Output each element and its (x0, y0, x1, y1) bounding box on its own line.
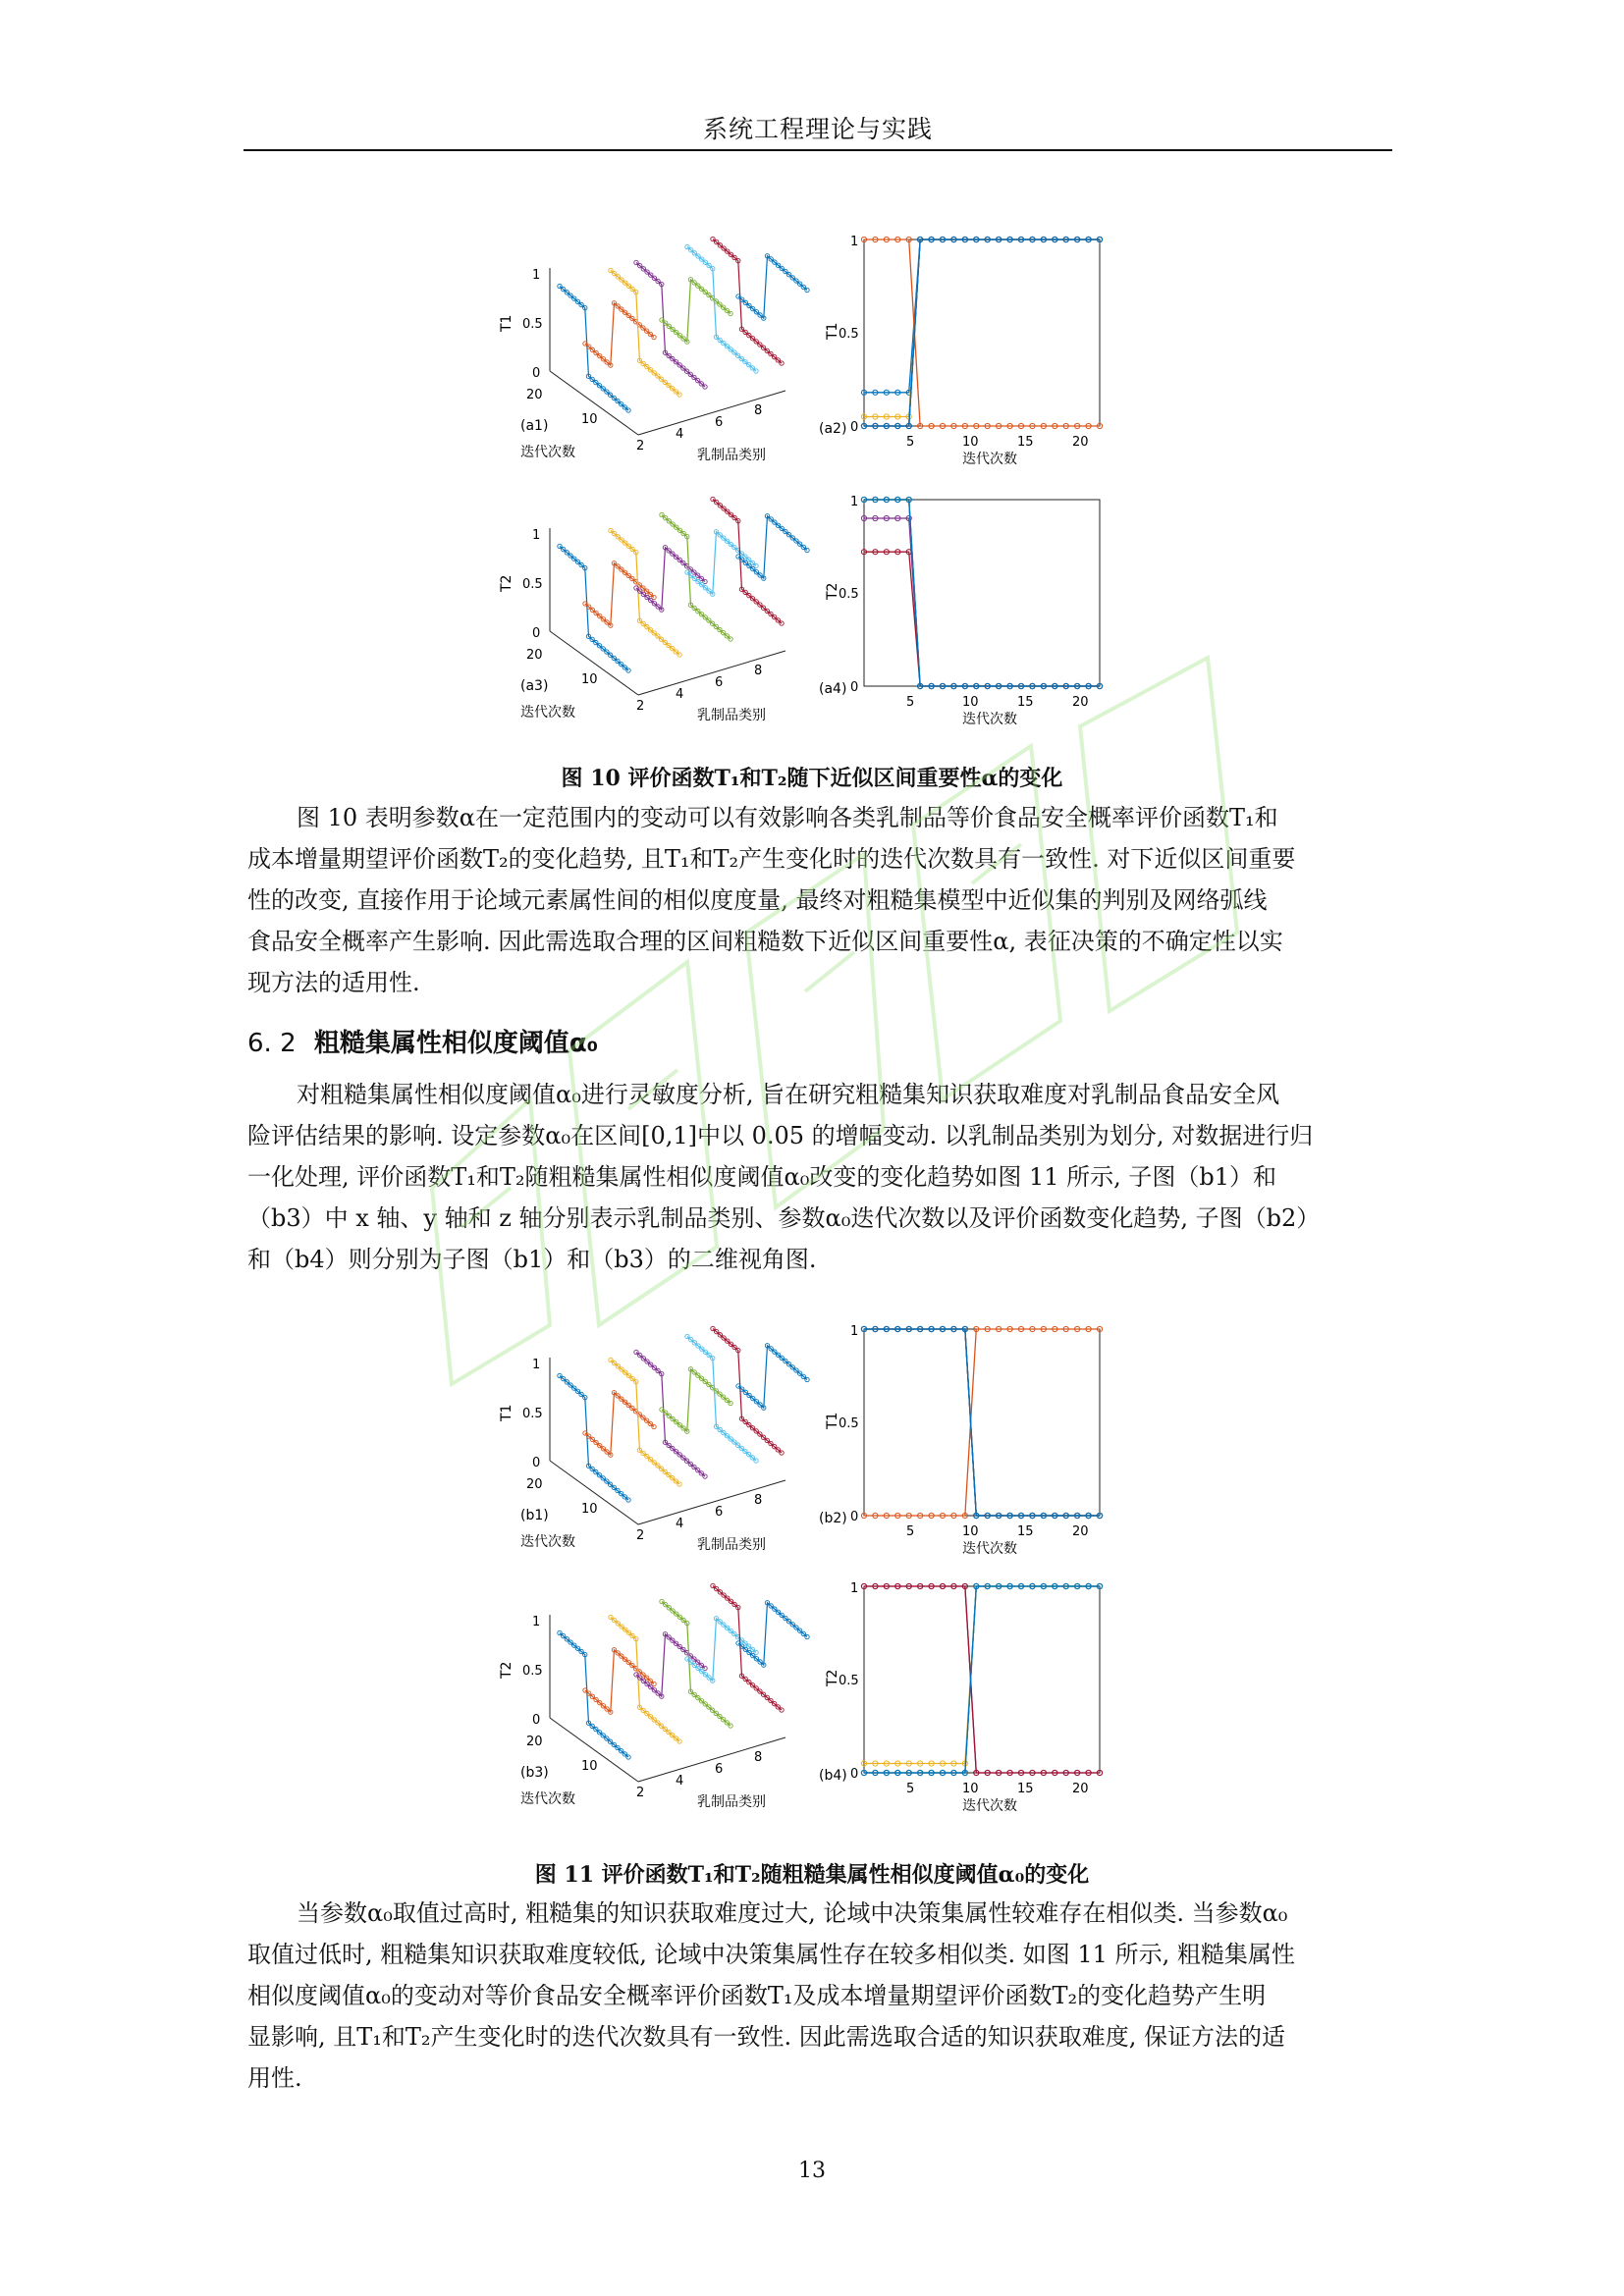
paragraph-line: 图 10 表明参数α在一定范围内的变动可以有效影响各类乳制品等价食品安全概率评价函数T₁和 (297, 804, 1278, 831)
page-number: 13 (798, 2159, 826, 2183)
plot-b3-ylabel: 迭代次数 (520, 1791, 575, 1807)
figure-11-caption: 图 11 评价函数T₁和T₂随粗糙集属性相似度阈值α₀的变化 (534, 1862, 1090, 1888)
plot-b1-ytick: 10 (581, 1502, 598, 1517)
plot-a3-panel: (a3) (520, 678, 549, 694)
plot-a4-xtick: 15 (1017, 695, 1034, 710)
plot-b2-ylabel: T1 (825, 1412, 840, 1429)
plot-b1-zlabel: T1 (499, 1404, 514, 1421)
plot-a3-xtick: 6 (715, 675, 724, 690)
paragraph-line: 对粗糙集属性相似度阈值α₀进行灵敏度分析, 旨在研究粗糙集知识获取难度对乳制品食品安全风 (297, 1081, 1280, 1108)
plot-b2-xtick: 5 (906, 1524, 915, 1539)
plot-a2-ytick: 1 (850, 235, 859, 249)
series-line (864, 1329, 1100, 1516)
plot-a1 (491, 224, 815, 469)
running-header: 系统工程理论与实践 (702, 115, 933, 143)
plot-a4-ylabel: T2 (825, 582, 840, 600)
plot-a3-xtick: 4 (676, 687, 684, 702)
plot-a1-panel: (a1) (520, 418, 549, 434)
series-line (864, 1586, 1100, 1773)
series-line (864, 1329, 1100, 1516)
plot-a2-series (861, 237, 1102, 428)
plot-b1-xtick: 8 (754, 1493, 763, 1508)
paragraph-line: 当参数α₀取值过高时, 粗糙集的知识获取难度过大, 论域中决策集属性较难存在相似类. 当参数α₀ (297, 1899, 1288, 1927)
paragraph-line: 性的改变, 直接作用于论域元素属性间的相似度度量, 最终对粗糙集模型中近似集的判别及网络弧线 (247, 886, 1268, 914)
series-line (585, 1393, 654, 1455)
plot-a1-series (558, 237, 809, 412)
plot-b1-ztick: 0.5 (522, 1407, 543, 1421)
plot-a3-xlabel: 乳制品类别 (697, 708, 766, 723)
paragraph-line: 相似度阈值α₀的变动对等价食品安全概率评价函数T₁及成本增量期望评价函数T₂的变化趋势产生明 (247, 1982, 1267, 2009)
plot-b2 (815, 1313, 1129, 1569)
plot-a3-ztick: 1 (532, 528, 541, 543)
plot-a3-ztick: 0 (532, 626, 541, 641)
plot-b2-ytick: 1 (850, 1324, 859, 1339)
plot-b2-ytick: 0.5 (839, 1416, 859, 1431)
plot-b2-xlabel: 迭代次数 (962, 1541, 1017, 1557)
series-line (864, 1586, 1100, 1764)
series-line (864, 1586, 1100, 1773)
plot-a1-ztick: 1 (532, 268, 541, 283)
plot-a1-axes (550, 268, 785, 435)
series-line (864, 1329, 1100, 1516)
plot-a4-ytick: 1 (850, 495, 859, 509)
plot-b3-xlabel: 乳制品类别 (697, 1794, 766, 1810)
plot-a2-ytick: 0.5 (839, 327, 859, 342)
series-line (864, 240, 1100, 393)
series-line (864, 1586, 1100, 1773)
plot-a3-zlabel: T2 (499, 574, 514, 592)
plot-a3-xtick: 2 (636, 699, 645, 714)
plot-a2-xtick: 15 (1017, 435, 1034, 450)
plot-b4-ytick: 0 (850, 1767, 859, 1782)
plot-b1 (491, 1313, 815, 1569)
plot-a3-ytick: 10 (581, 672, 598, 687)
figure-10-caption: 图 10 评价函数T₁和T₂随下近似区间重要性α的变化 (561, 766, 1063, 791)
paragraph-line: 取值过低时, 粗糙集知识获取难度较低, 论域中决策集属性存在较多相似类. 如图 11 所示, 粗糙集属性 (247, 1941, 1295, 1968)
plot-b2-xtick: 10 (962, 1524, 979, 1539)
plot-b1-xlabel: 乳制品类别 (697, 1537, 766, 1553)
plot-b3-xtick: 8 (754, 1750, 763, 1765)
plot-a2-frame (864, 240, 1100, 426)
figure-11 (491, 1313, 1129, 1834)
plot-b2-xtick: 20 (1072, 1524, 1089, 1539)
paragraph-line: （b3）中 x 轴、y 轴和 z 轴分别表示乳制品类别、参数α₀迭代次数以及评价函数变化趋势, 子图（b2） (247, 1204, 1321, 1232)
plot-b1-ytick: 20 (526, 1477, 543, 1492)
paragraph-line: 用性. (247, 2064, 302, 2092)
series-line (864, 1329, 1100, 1516)
plot-a1-ztick: 0 (532, 366, 541, 381)
series-line (864, 1586, 1100, 1773)
plot-b4-ylabel: T2 (825, 1669, 840, 1686)
plot-b3-ytick: 20 (526, 1735, 543, 1749)
series-line (864, 1329, 1100, 1516)
series-line (864, 240, 1100, 426)
plot-b3-panel: (b3) (520, 1765, 549, 1781)
series-line (864, 1329, 1100, 1516)
plot-b2-xtick: 15 (1017, 1524, 1034, 1539)
plot-a4-xtick: 10 (962, 695, 979, 710)
plot-a1-zlabel: T1 (499, 314, 514, 332)
plot-b3 (491, 1571, 815, 1826)
plot-b1-ztick: 0 (532, 1456, 541, 1470)
plot-a2-ylabel: T1 (825, 322, 840, 340)
paragraph-line: 食品安全概率产生影响. 因此需选取合理的区间粗糙数下近似区间重要性α, 表征决策的不确定性以实 (247, 928, 1283, 955)
plot-b1-xtick: 6 (715, 1505, 724, 1520)
plot-b3-ztick: 1 (532, 1615, 541, 1629)
plot-a1-xtick: 4 (676, 427, 684, 442)
plot-a3-xtick: 8 (754, 664, 763, 678)
paragraph-line: 险评估结果的影响. 设定参数α₀在区间[0,1]中以 0.05 的增幅变动. 以乳制品类别为划分, 对数据进行归 (247, 1122, 1314, 1149)
series-line (662, 1369, 731, 1431)
plot-b3-xtick: 4 (676, 1774, 684, 1789)
plot-b4-xtick: 20 (1072, 1782, 1089, 1796)
plot-a1-ytick: 10 (581, 412, 598, 427)
plot-b3-ztick: 0.5 (522, 1664, 543, 1679)
series-line (864, 1586, 1100, 1773)
plot-a1-xlabel: 乳制品类别 (697, 448, 766, 463)
plot-b2-ytick: 0 (850, 1510, 859, 1524)
watermark-logo (393, 638, 1276, 1404)
series-line (662, 280, 731, 342)
plot-b3-xtick: 6 (715, 1762, 724, 1777)
plot-b4-xtick: 10 (962, 1782, 979, 1796)
series-line (864, 240, 1100, 426)
plot-b1-series (558, 1326, 809, 1502)
header-rule (244, 149, 1392, 151)
plot-a3-ztick: 0.5 (522, 577, 543, 592)
plot-b1-panel: (b1) (520, 1508, 549, 1523)
plot-a3-ylabel: 迭代次数 (520, 705, 575, 721)
plot-a2-xtick: 5 (906, 435, 915, 450)
section-title: 粗糙集属性相似度阈值α₀ (313, 1029, 599, 1058)
plot-a4-xtick: 5 (906, 695, 915, 710)
plot-b4-ytick: 1 (850, 1581, 859, 1596)
paragraph-line: 现方法的适用性. (247, 969, 420, 996)
series-line (864, 1329, 1100, 1516)
plot-a1-ylabel: 迭代次数 (520, 445, 575, 460)
paragraph-line: 和（b4）则分别为子图（b1）和（b3）的二维视角图. (247, 1246, 817, 1273)
plot-b4-ytick: 0.5 (839, 1674, 859, 1688)
plot-b4-xlabel: 迭代次数 (962, 1798, 1017, 1814)
paragraph-line: 一化处理, 评价函数T₁和T₂随粗糙集属性相似度阈值α₀改变的变化趋势如图 11 所示, 子图（b1）和 (247, 1163, 1277, 1191)
plot-a2-xlabel: 迭代次数 (962, 452, 1017, 467)
series-line (738, 256, 807, 318)
plot-b3-zlabel: T2 (499, 1661, 514, 1679)
plot-a3-ytick: 20 (526, 648, 543, 663)
plot-b1-ztick: 1 (532, 1358, 541, 1372)
plot-a4-ytick: 0.5 (839, 587, 859, 602)
plot-a4-ytick: 0 (850, 680, 859, 695)
series-line (738, 1346, 807, 1408)
plot-a2-panel: (a2) (819, 421, 847, 437)
plot-a4-panel: (a4) (819, 681, 847, 697)
plot-a4-xlabel: 迭代次数 (962, 712, 1017, 727)
section-number: 6. 2 (247, 1029, 297, 1058)
plot-a1-xtick: 2 (636, 439, 645, 454)
series-line (864, 1586, 1100, 1773)
plot-b4-panel: (b4) (819, 1768, 847, 1784)
series-line (864, 240, 1100, 426)
series-line (864, 240, 1100, 426)
plot-b2-series (861, 1326, 1102, 1518)
plot-a2-xtick: 10 (962, 435, 979, 450)
series-line (864, 1586, 1100, 1773)
plot-b1-xtick: 2 (636, 1528, 645, 1543)
paragraph-line: 显影响, 且T₁和T₂产生变化时的迭代次数具有一致性. 因此需选取合适的知识获取难度, 保证方法的适 (247, 2023, 1286, 2051)
plot-a1-xtick: 6 (715, 415, 724, 430)
plot-b3-xtick: 2 (636, 1786, 645, 1800)
plot-b3-ytick: 10 (581, 1759, 598, 1774)
plot-a1-xtick: 8 (754, 403, 763, 418)
paragraph-line: 成本增量期望评价函数T₂的变化趋势, 且T₁和T₂产生变化时的迭代次数具有一致性. 对下近似区间重要 (247, 845, 1296, 873)
plot-b1-ylabel: 迭代次数 (520, 1534, 575, 1550)
series-line (738, 1603, 807, 1665)
plot-a2-ytick: 0 (850, 420, 859, 435)
plot-b1-xtick: 4 (676, 1517, 684, 1531)
series-line (585, 303, 654, 365)
plot-b4-xtick: 5 (906, 1782, 915, 1796)
plot-a4-xtick: 20 (1072, 695, 1089, 710)
plot-a2 (815, 224, 1129, 469)
plot-b2-panel: (b2) (819, 1511, 847, 1526)
plot-b3-ztick: 0 (532, 1713, 541, 1728)
plot-b4-xtick: 15 (1017, 1782, 1034, 1796)
plot-a1-ytick: 20 (526, 388, 543, 402)
plot-b3-series (558, 1583, 809, 1759)
series-line (864, 240, 1100, 426)
plot-a1-ztick: 0.5 (522, 317, 543, 332)
paragraph-3 (247, 1893, 1392, 2099)
plot-a2-xtick: 20 (1072, 435, 1089, 450)
series-line (864, 240, 1100, 426)
series-line (864, 1329, 1100, 1516)
plot-b4-series (861, 1583, 1102, 1775)
series-line (738, 516, 807, 578)
plot-b4 (815, 1571, 1129, 1826)
